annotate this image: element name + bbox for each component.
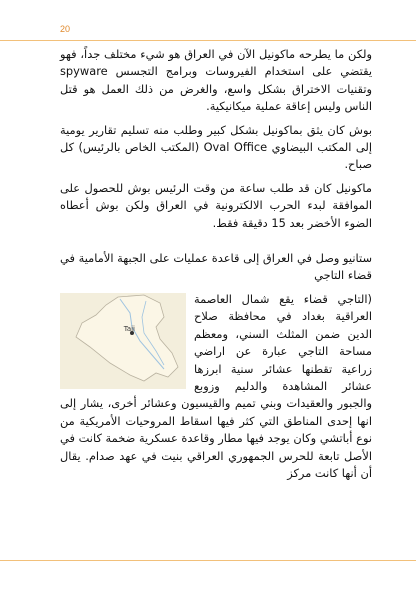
paragraph-5: (التاجي قضاء يقع شمال العاصمة العراقية بغداد في محافظة صلاح الدين ضمن المثلث السني، ومعظم مساحة التاجي عبارة عن اراضي زراعية تقطنها عشائر سنية ابرزها عشائر المشاهدة والدليم وزوبع والجبور والعقيدات وبني تميم والقيسيون وعشائر أخرى، يشار إلى انها إحدى المناطق التي كثر فيها اسقاط المروحيات الأمريكية من نوع أباتشي وكان يوجد فيها مطار وقاعدة عسكرية ضخمة كانت في الأصل تابعة للحرس الجمهوري العراقي بنيت في عهد صدام. يقال أن أنها كانت مركز xyxy=(60,291,372,480)
iraq-map-graphic xyxy=(60,293,186,389)
paragraph-1: ولكن ما يطرحه ماكونيل الآن في العراق هو شيء مختلف جداً، فهو يقتضي على استخدام الفيروسات وبرامج التجسس spyware وتقنيات الاختراق بشكل واسع، والغرض من ذلك العمل هو قتل الناس وليس إعاقة عملية ميكانيكية. xyxy=(60,47,372,114)
paragraph-3: ماكونيل كان قد طلب ساعة من وقت الرئيس بوش للحصول على الموافقة لبدء الحرب الالكترونية في العراق ولكن بوش أعطاه الضوء الأخضر بعد 15 دقيقة فقط. xyxy=(60,180,372,230)
map-city-label: Taji xyxy=(123,324,135,333)
paragraph-4: ستانيو وصل في العراق إلى قاعدة عمليات على الجبهة الأمامية في قضاء التاجي xyxy=(60,251,372,283)
paragraph-2: بوش كان يثق بماكونيل بشكل كبير وطلب منه تسليم تقارير يومية إلى المكتب البيضاوي Oval Office (المكتب الخاص بالرئيس) كل صباح. xyxy=(60,122,372,172)
page-number: 20 xyxy=(60,24,71,34)
iraq-map xyxy=(60,293,186,389)
body-text xyxy=(60,46,372,488)
bottom-rule xyxy=(0,560,416,561)
top-rule xyxy=(0,40,416,41)
